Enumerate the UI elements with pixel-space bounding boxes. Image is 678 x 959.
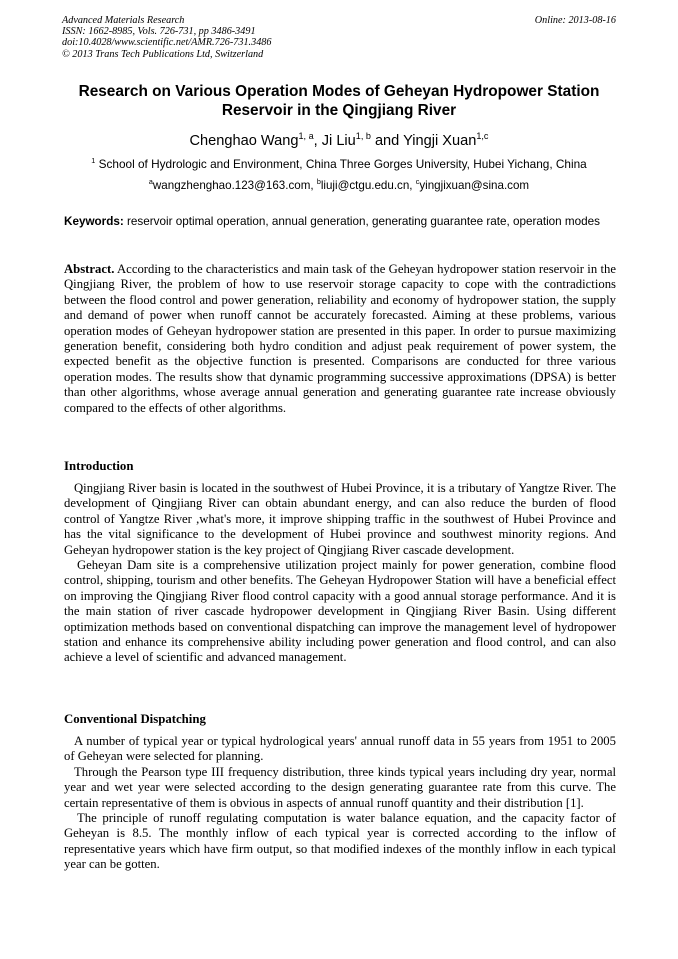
keywords-text: reservoir optimal operation, annual generation, generating guarantee rate, operation modes [123, 215, 601, 228]
conventional-paragraph-1: A number of typical year or typical hydrological years' annual runoff data in 55 years from 1951 to 2005 of Geheyan were selected for planning. [64, 734, 616, 764]
author-separator-1: , [313, 133, 322, 149]
conventional-dispatching-section [64, 734, 616, 873]
author-2: Ji Liu [321, 133, 356, 149]
email-b-sup: b [316, 177, 321, 187]
conventional-dispatching-heading: Conventional Dispatching [64, 712, 206, 726]
author-3: Yingji Xuan [403, 133, 477, 149]
introduction-paragraph-1: Qingjiang River basin is located in the southwest of Hubei Province, it is a tributary of Yangtze River. The development of Qingjiang River can obtain abundant energy, and can also reduce the burden of flood control of Yangtze River ,what's more, it improve shipping traffic in the southwest of Hubei Province and has the vital significance to the development of Hubei province and southwest minority regions. And Geheyan hydropower station is the key project of Qingjiang River cascade development. [64, 481, 616, 557]
journal-name: Advanced Materials Research [62, 15, 185, 26]
title-line-1: Research on Various Operation Modes of Geheyan Hydropower Station [78, 83, 600, 100]
author-3-sup: 1,c [476, 131, 489, 142]
online-date: Online: 2013-08-16 [534, 15, 616, 26]
affiliation-sup: 1 [91, 156, 96, 166]
introduction-paragraph-2: Geheyan Dam site is a comprehensive utilization project mainly for power generation, combine flood control, shipping, tourism and other benefits. The Geheyan Hydropower Station will have a beneficial effect on improving the Qingjiang River flood control capacity with a good annual storage performance. And it is the main station of river cascade hydropower development in Qingjiang River Basin. Using different optimization methods based on conventional dispatching can improve the management level of hydropower station and enhance its comprehensive ability including power generation and flood control, and can also achieve a level of scientific and advanced management. [64, 558, 616, 665]
title-line-2: Reservoir in the Qingjiang River [221, 101, 457, 119]
author-1-sup: 1, a [298, 131, 314, 142]
keywords-label: Keywords: [64, 215, 124, 228]
journal-header [62, 15, 616, 60]
author-emails [40, 178, 638, 193]
abstract [64, 262, 616, 416]
introduction-heading: Introduction [64, 459, 134, 473]
introduction-section [64, 481, 616, 666]
email-b: liuji@ctgu.edu.cn, [320, 179, 416, 192]
email-c: yingjixuan@sina.com [419, 179, 530, 192]
copyright-line: © 2013 Trans Tech Publications Ltd, Switzerland [62, 48, 264, 60]
email-c-sup: c [415, 177, 420, 187]
author-separator-2: and [370, 133, 404, 149]
author-list [40, 132, 638, 150]
author-1: Chenghao Wang [189, 133, 299, 149]
email-a: wangzhenghao.123@163.com, [152, 179, 317, 192]
affiliation [40, 157, 638, 172]
affiliation-text: School of Hydrologic and Environment, China Three Gorges University, Hubei Yichang, China [95, 157, 587, 171]
conventional-paragraph-3: The principle of runoff regulating computation is water balance equation, and the capacity factor of Geheyan is 8.5. The monthly inflow of each typical year is corrected according to the inflow of representative years which have firm output, so that modified indexes of the monthly inflow in each typical year can be gotten. [64, 811, 616, 872]
email-a-sup: a [148, 177, 153, 187]
conventional-paragraph-2: Through the Pearson type III frequency distribution, three kinds typical years including dry year, normal year and wet year were selected according to the design generating guarantee rate from this curve. The certain representative of them is obvious in aspects of annual runoff quantity and their distribution [1]. [64, 764, 616, 810]
author-2-sup: 1, b [355, 131, 371, 142]
paper-title [40, 83, 638, 120]
issn-line: ISSN: 1662-8985, Vols. 726-731, pp 3486-3491 [62, 26, 256, 38]
keywords [64, 214, 616, 229]
abstract-label: Abstract. [64, 262, 115, 276]
abstract-text: According to the characteristics and main task of the Geheyan hydropower station reservoir in the Qingjiang River, the problem of how to use reservoir storage capacity to cope with the contradictions between the flood control and power generation, reliability and economy of hydropower station, the supply and demand of power when runoff cannot be accurately forecasted. Aiming at these problems, various operation modes of Geheyan hydropower station are presented in this paper. In order to pursue maximizing generation benefit, considering both hydro condition and adjust peak requirement of power system, the expected benefit as the objective function is presented. Comparisons are conducted for three various operation modes. The results show that dynamic programming successive approximations (DPSA) is better than other algorithms, whose average annual generation and generating guarantee rate increase obviously compared to the effects of other algorithms. [64, 262, 616, 415]
doi-line: doi:10.4028/www.scientific.net/AMR.726-731.3486 [62, 37, 272, 49]
